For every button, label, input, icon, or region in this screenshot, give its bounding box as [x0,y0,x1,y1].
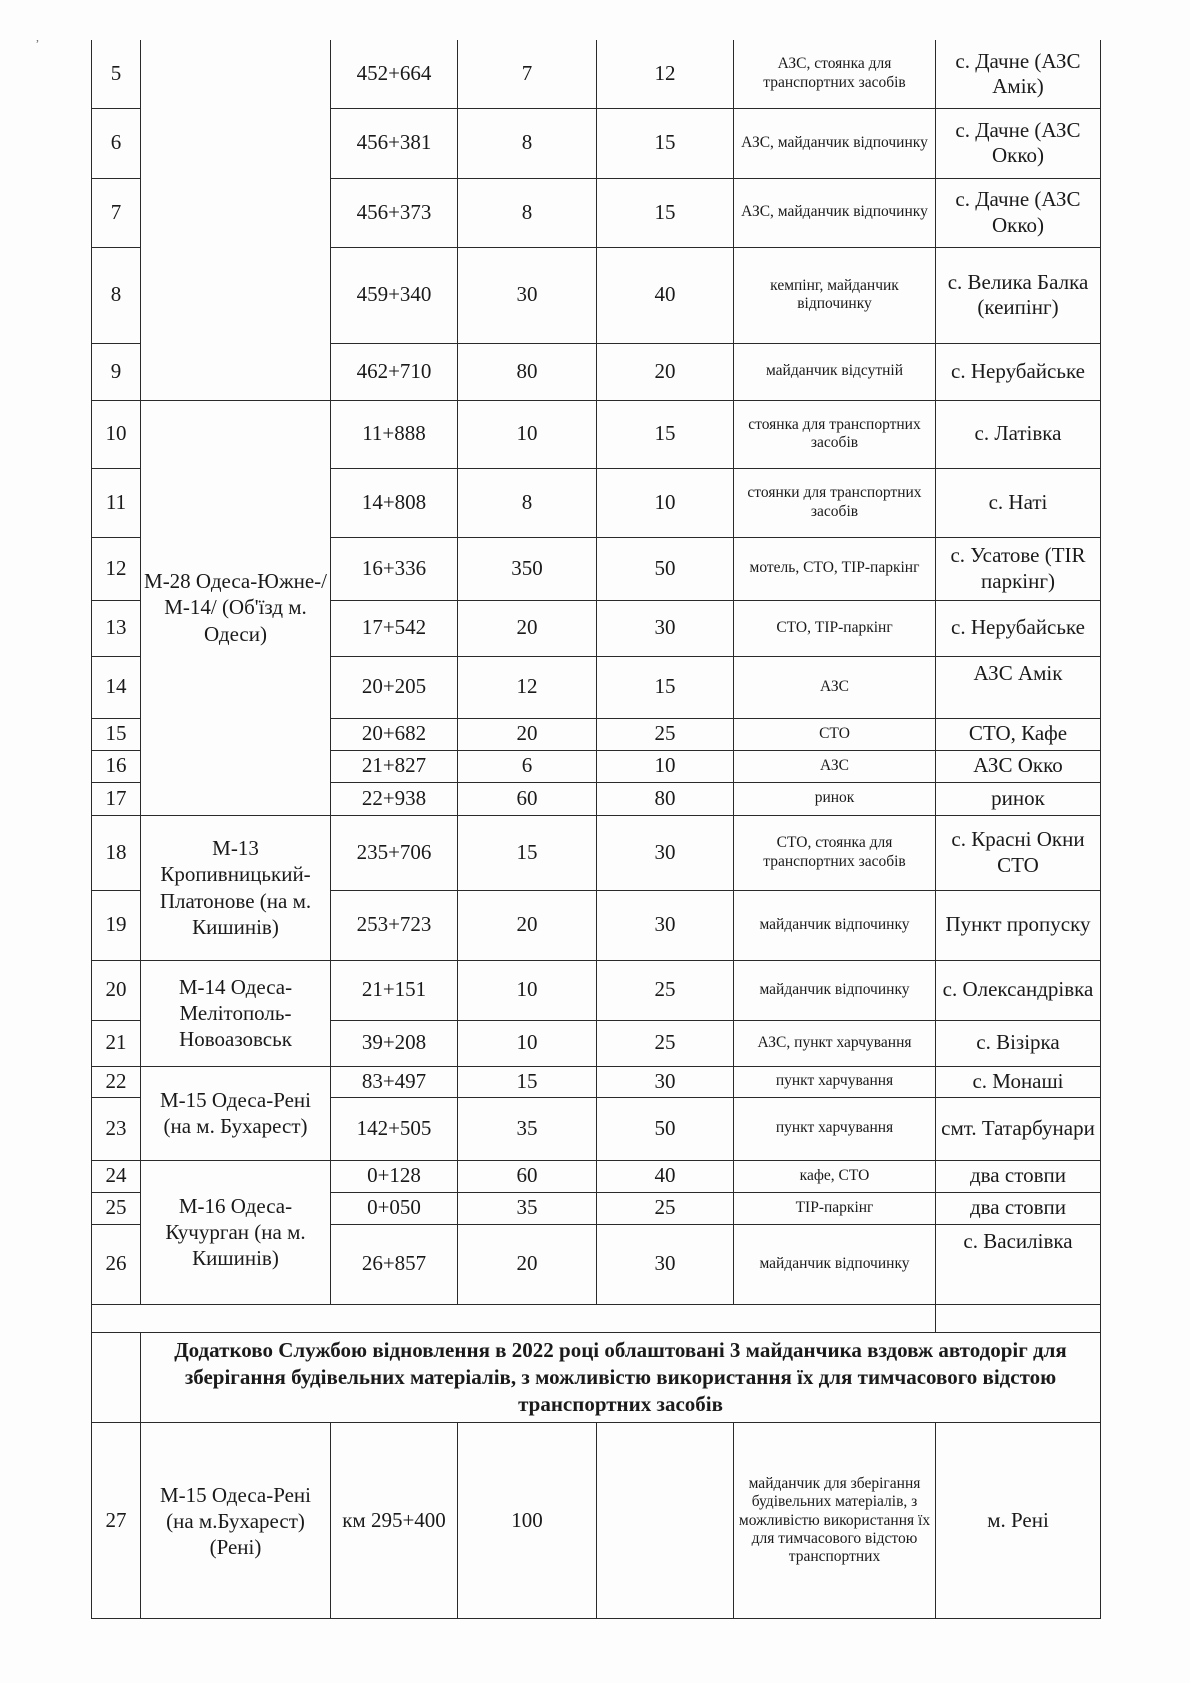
capacity-cell: 15 [597,656,734,718]
capacity-cell: 10 [597,750,734,782]
km-cell: 17+542 [331,600,458,656]
area-cell: 8 [458,468,597,537]
place-cell: с. Наті [936,468,1101,537]
area-cell: 20 [458,718,597,750]
type-cell: пункт харчування [734,1097,936,1160]
area-cell: 60 [458,782,597,815]
place-cell: СТО, Кафе [936,718,1101,750]
km-cell: 83+497 [331,1066,458,1097]
area-cell: 12 [458,656,597,718]
km-cell: 14+808 [331,468,458,537]
row-number: 15 [92,718,141,750]
type-cell: СТО, стоянка для транспортних засобів [734,815,936,890]
km-cell: 452+664 [331,40,458,108]
area-cell: 100 [458,1423,597,1619]
scan-mark: , [36,30,39,44]
place-cell: АЗС Амік [936,656,1101,718]
empty-cell [92,1304,936,1332]
capacity-cell: 20 [597,343,734,400]
place-cell: два стовпи [936,1160,1101,1192]
capacity-cell: 25 [597,1192,734,1224]
capacity-cell: 50 [597,1097,734,1160]
capacity-cell: 15 [597,178,734,247]
km-cell: 253+723 [331,890,458,960]
row-number: 5 [92,40,141,108]
km-cell: 456+373 [331,178,458,247]
type-cell: АЗС [734,656,936,718]
km-cell: 20+682 [331,718,458,750]
km-cell: 235+706 [331,815,458,890]
empty-cell [936,1304,1101,1332]
row-number: 10 [92,400,141,468]
km-cell: 22+938 [331,782,458,815]
place-cell: с. Дачне (АЗС Окко) [936,178,1101,247]
capacity-cell: 15 [597,108,734,178]
km-cell: 16+336 [331,537,458,600]
km-cell: 39+208 [331,1020,458,1066]
capacity-cell: 30 [597,890,734,960]
place-cell: с. Монаші [936,1066,1101,1097]
place-cell: с. Нерубайське [936,600,1101,656]
area-cell: 30 [458,247,597,343]
row-number: 7 [92,178,141,247]
capacity-cell: 10 [597,468,734,537]
type-cell: майданчик відпочинку [734,1224,936,1304]
row-number: 8 [92,247,141,343]
km-cell: 142+505 [331,1097,458,1160]
road-name-m16: М-16 Одеса-Кучурган (на м. Кишинів) [141,1160,331,1304]
table-row [92,1160,1101,1192]
capacity-cell: 30 [597,815,734,890]
type-cell: АЗС, майданчик відпочинку [734,178,936,247]
row-number: 21 [92,1020,141,1066]
place-cell: с. Велика Балка (кеипінг) [936,247,1101,343]
row-number: 12 [92,537,141,600]
row-number: 13 [92,600,141,656]
area-cell: 20 [458,890,597,960]
section-heading: Додатково Службою відновлення в 2022 році облаштовані 3 майданчика вздовж автодоріг для зберігання будівельних матеріалів, з можливістю використання їх для тимчасового відстою транспортних засобів [141,1332,1101,1423]
place-cell: с. Усатове (TIR паркінг) [936,537,1101,600]
row-number: 11 [92,468,141,537]
row-number: 9 [92,343,141,400]
type-cell: майданчик для зберігання будівельних матеріалів, з можливістю використання їх для тимчасового відстою транспортних [734,1423,936,1619]
area-cell: 350 [458,537,597,600]
place-cell: с. Красні Окни СТО [936,815,1101,890]
km-cell: км 295+400 [331,1423,458,1619]
capacity-cell: 40 [597,1160,734,1192]
type-cell: мотель, СТО, ТІР-паркінг [734,537,936,600]
place-cell: м. Рені [936,1423,1101,1619]
type-cell: майданчик відпочинку [734,890,936,960]
area-cell: 10 [458,960,597,1020]
type-cell: стоянки для транспортних засобів [734,468,936,537]
area-cell: 15 [458,815,597,890]
row-number: 25 [92,1192,141,1224]
road-cell-empty [141,40,331,400]
km-cell: 0+050 [331,1192,458,1224]
table-row [92,815,1101,890]
road-name-m28: М-28 Одеса-Южне-/М-14/ (Об'їзд м. Одеси) [141,400,331,815]
km-cell: 21+827 [331,750,458,782]
area-cell: 80 [458,343,597,400]
row-number: 26 [92,1224,141,1304]
place-cell: с. Дачне (АЗС Окко) [936,108,1101,178]
capacity-cell [597,1423,734,1619]
area-cell: 35 [458,1097,597,1160]
area-cell: 20 [458,1224,597,1304]
road-name-m14: М-14 Одеса-Мелітополь-Новоазовськ [141,960,331,1066]
table-row [92,400,1101,468]
type-cell: майданчик відпочинку [734,960,936,1020]
capacity-cell: 50 [597,537,734,600]
km-cell: 11+888 [331,400,458,468]
km-cell: 459+340 [331,247,458,343]
capacity-cell: 30 [597,1066,734,1097]
area-cell: 7 [458,40,597,108]
capacity-cell: 25 [597,1020,734,1066]
area-cell: 15 [458,1066,597,1097]
table-row [92,1066,1101,1097]
type-cell: кафе, СТО [734,1160,936,1192]
type-cell: майданчик відсутній [734,343,936,400]
place-cell: с. Латівка [936,400,1101,468]
place-cell: с. Олександрівка [936,960,1101,1020]
capacity-cell: 40 [597,247,734,343]
table-row [92,1423,1101,1619]
row-number: 14 [92,656,141,718]
type-cell: СТО [734,718,936,750]
km-cell: 21+151 [331,960,458,1020]
km-cell: 20+205 [331,656,458,718]
rest-areas-table [91,40,1101,1619]
row-number: 27 [92,1423,141,1619]
area-cell: 20 [458,600,597,656]
place-cell: с. Василівка [936,1224,1101,1304]
type-cell: АЗС, стоянка для транспортних засобів [734,40,936,108]
row-number: 18 [92,815,141,890]
area-cell: 60 [458,1160,597,1192]
place-cell: два стовпи [936,1192,1101,1224]
empty-row [92,1304,1101,1332]
capacity-cell: 15 [597,400,734,468]
type-cell: пункт харчування [734,1066,936,1097]
place-cell: Пункт пропуску [936,890,1101,960]
row-number: 16 [92,750,141,782]
capacity-cell: 80 [597,782,734,815]
type-cell: АЗС, майданчик відпочинку [734,108,936,178]
type-cell: кемпінг, майданчик відпочинку [734,247,936,343]
row-number: 19 [92,890,141,960]
row-number: 23 [92,1097,141,1160]
row-number: 22 [92,1066,141,1097]
table-row [92,40,1101,108]
type-cell: АЗС, пункт харчування [734,1020,936,1066]
km-cell: 462+710 [331,343,458,400]
type-cell: АЗС [734,750,936,782]
table-row [92,960,1101,1020]
area-cell: 35 [458,1192,597,1224]
area-cell: 8 [458,178,597,247]
area-cell: 6 [458,750,597,782]
row-number: 20 [92,960,141,1020]
capacity-cell: 25 [597,960,734,1020]
section-heading-row [92,1332,1101,1423]
type-cell: ТІР-паркінг [734,1192,936,1224]
area-cell: 8 [458,108,597,178]
row-number: 17 [92,782,141,815]
area-cell: 10 [458,1020,597,1066]
row-number: 6 [92,108,141,178]
km-cell: 0+128 [331,1160,458,1192]
km-cell: 456+381 [331,108,458,178]
place-cell: ринок [936,782,1101,815]
type-cell: ринок [734,782,936,815]
capacity-cell: 12 [597,40,734,108]
type-cell: стоянка для транспортних засобів [734,400,936,468]
capacity-cell: 30 [597,1224,734,1304]
capacity-cell: 25 [597,718,734,750]
place-cell: с. Нерубайське [936,343,1101,400]
road-name-m13: М-13 Кропивницький-Платонове (на м. Кишинів) [141,815,331,960]
capacity-cell: 30 [597,600,734,656]
place-cell: смт. Татарбунари [936,1097,1101,1160]
empty-cell [92,1332,141,1423]
area-cell: 10 [458,400,597,468]
km-cell: 26+857 [331,1224,458,1304]
place-cell: АЗС Окко [936,750,1101,782]
type-cell: СТО, ТІР-паркінг [734,600,936,656]
place-cell: с. Дачне (АЗС Амік) [936,40,1101,108]
road-name-m15-reni: М-15 Одеса-Рені (на м.Бухарест) (Рені) [141,1423,331,1619]
place-cell: с. Візірка [936,1020,1101,1066]
row-number: 24 [92,1160,141,1192]
road-name-m15: М-15 Одеса-Рені (на м. Бухарест) [141,1066,331,1160]
